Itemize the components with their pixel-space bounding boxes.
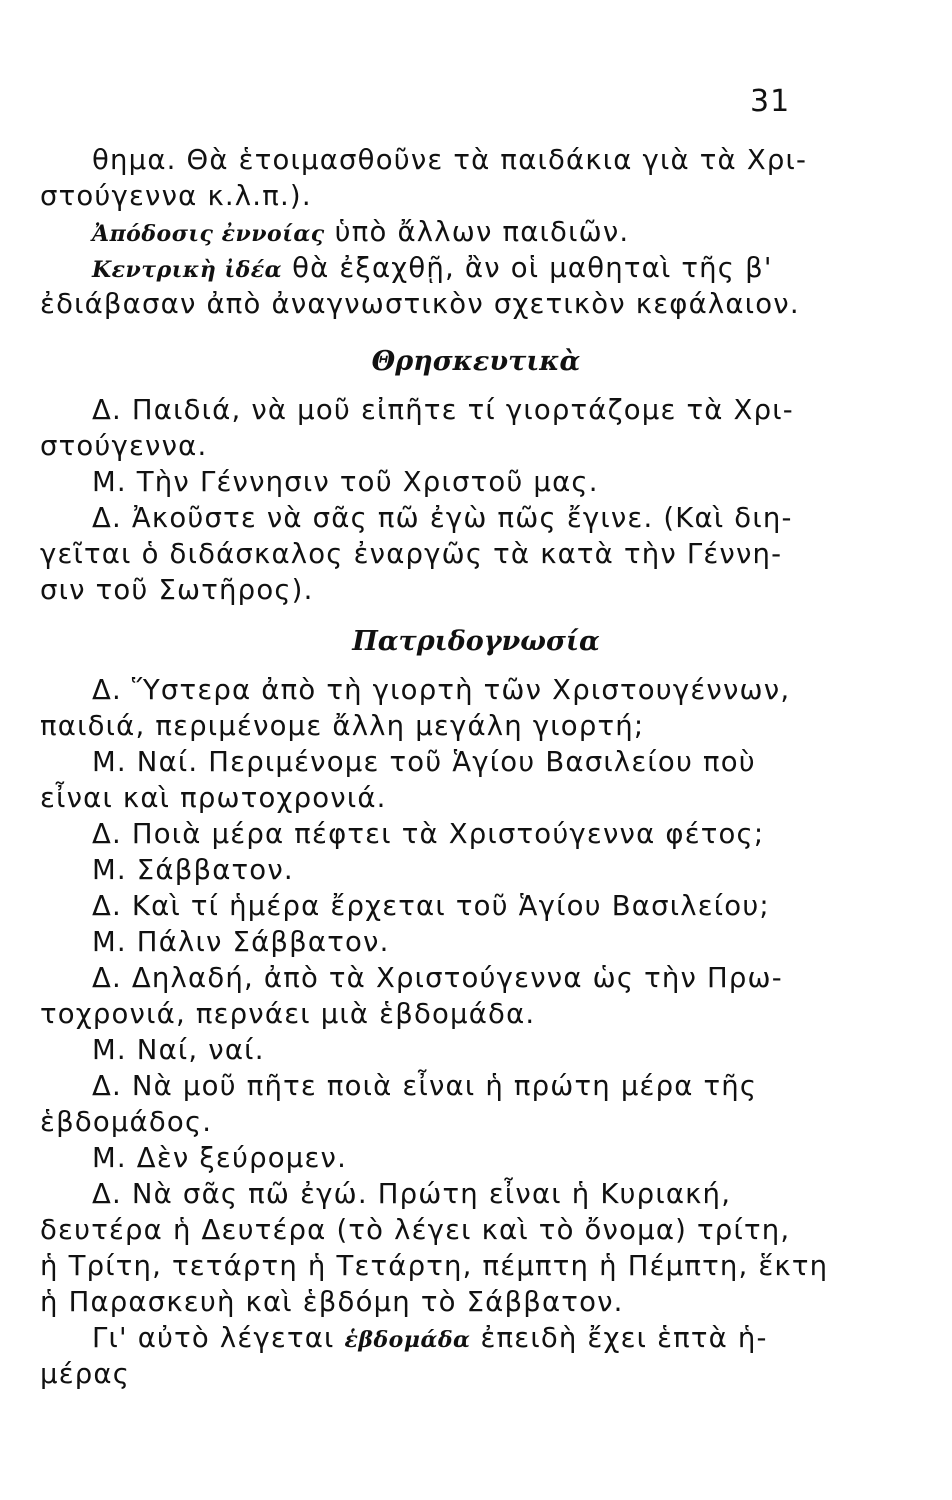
paraphrase-label: Ἀπόδοσις ἐννοίας [92, 221, 325, 247]
text-line: στούγεννα κ.λ.π.). [40, 180, 312, 212]
dialogue-line: Μ. Ναί, ναί. [92, 1034, 265, 1066]
dialogue-line: Δ. Καὶ τί ἡμέρα ἔρχεται τοῦ Ἁγίου Βασιλείου; [92, 890, 770, 922]
text-line: μέρας [40, 1358, 131, 1390]
closing-before: Γι' αὐτὸ λέγεται [92, 1322, 335, 1354]
dialogue-line: Δ. Ἀκοῦστε νὰ σᾶς πῶ ἐγὼ πῶς ἔγινε. (Καὶ διη- [92, 502, 793, 534]
dialogue-line: Μ. Τὴν Γέννησιν τοῦ Χριστοῦ μας. [92, 466, 599, 498]
closing-line [92, 1320, 852, 1358]
dialogue-line: ἑβδομάδος. [40, 1106, 213, 1138]
paraphrase-text: ὑπὸ ἄλλων παιδιῶν. [334, 216, 630, 248]
dialogue-line: Δ. Ὕστερα ἀπὸ τὴ γιορτὴ τῶν Χριστουγέννων, [92, 674, 791, 706]
dialogue-line: Δ. Ποιὰ μέρα πέφτει τὰ Χριστούγεννα φέτος; [92, 818, 765, 850]
dialogue-line: Μ. Ναί. Περιμένομε τοῦ Ἁγίου Βασιλείου ποὺ [92, 746, 756, 778]
dialogue-line: παιδιά, περιμένομε ἄλλη μεγάλη γιορτή; [40, 710, 645, 742]
dialogue-line: Δ. Νὰ σᾶς πῶ ἐγώ. Πρώτη εἶναι ἡ Κυριακή, [92, 1178, 732, 1210]
central-idea-label: Κεντρικὴ ἰδέα [92, 257, 283, 283]
dialogue-line: Μ. Σάββατον. [92, 854, 294, 886]
dialogue-line: ἡ Παρασκευὴ καὶ ἑβδόμη τὸ Σάββατον. [40, 1286, 624, 1318]
text-line: ἐδιάβασαν ἀπὸ ἀναγνωστικὸν σχετικὸν κεφάλαιον. [40, 288, 800, 320]
closing-after: ἐπειδὴ ἔχει ἑπτὰ ἡ- [480, 1322, 768, 1354]
dialogue-line: Δ. Δηλαδή, ἀπὸ τὰ Χριστούγεννα ὡς τὴν Πρω- [92, 962, 783, 994]
paraphrase-line [92, 214, 852, 252]
dialogue-line: τοχρονιά, περνάει μιὰ ἑβδομάδα. [40, 998, 536, 1030]
dialogue-line: εἶναι καὶ πρωτοχρονιά. [40, 782, 387, 814]
dialogue-line: Μ. Πάλιν Σάββατον. [92, 926, 390, 958]
central-idea-text: θὰ ἐξαχθῇ, ἂν οἱ μαθηταὶ τῆς β' [292, 252, 773, 284]
dialogue-line: γεῖται ὁ διδάσκαλος ἐναργῶς τὰ κατὰ τὴν Γέννη- [40, 538, 783, 570]
dialogue-line: ἡ Τρίτη, τετάρτη ἡ Τετάρτη, πέμπτη ἡ Πέμπτη, ἕκτη [40, 1250, 829, 1282]
religion-heading: Θρησκευτικὰ [371, 346, 581, 377]
dialogue-line: στούγεννα. [40, 430, 208, 462]
dialogue-line: δευτέρα ἡ Δευτέρα (τὸ λέγει καὶ τὸ ὄνομα) τρίτη, [40, 1214, 791, 1246]
week-term: ἑβδομάδα [344, 1327, 471, 1353]
page-number: 31 [750, 84, 791, 119]
homeland-heading: Πατριδογνωσία [352, 626, 600, 657]
text-line: θημα. Θὰ ἑτοιμασθοῦνε τὰ παιδάκια γιὰ τὰ Χρι- [92, 144, 808, 176]
dialogue-line: Μ. Δὲν ξεύρομεν. [92, 1142, 348, 1174]
dialogue-line: Δ. Παιδιά, νὰ μοῦ εἰπῆτε τί γιορτάζομε τὰ Χρι- [92, 394, 794, 426]
dialogue-line: Δ. Νὰ μοῦ πῆτε ποιὰ εἶναι ἡ πρώτη μέρα τῆς [92, 1070, 758, 1102]
central-idea-line [92, 250, 852, 288]
dialogue-line: σιν τοῦ Σωτῆρος). [40, 574, 314, 606]
